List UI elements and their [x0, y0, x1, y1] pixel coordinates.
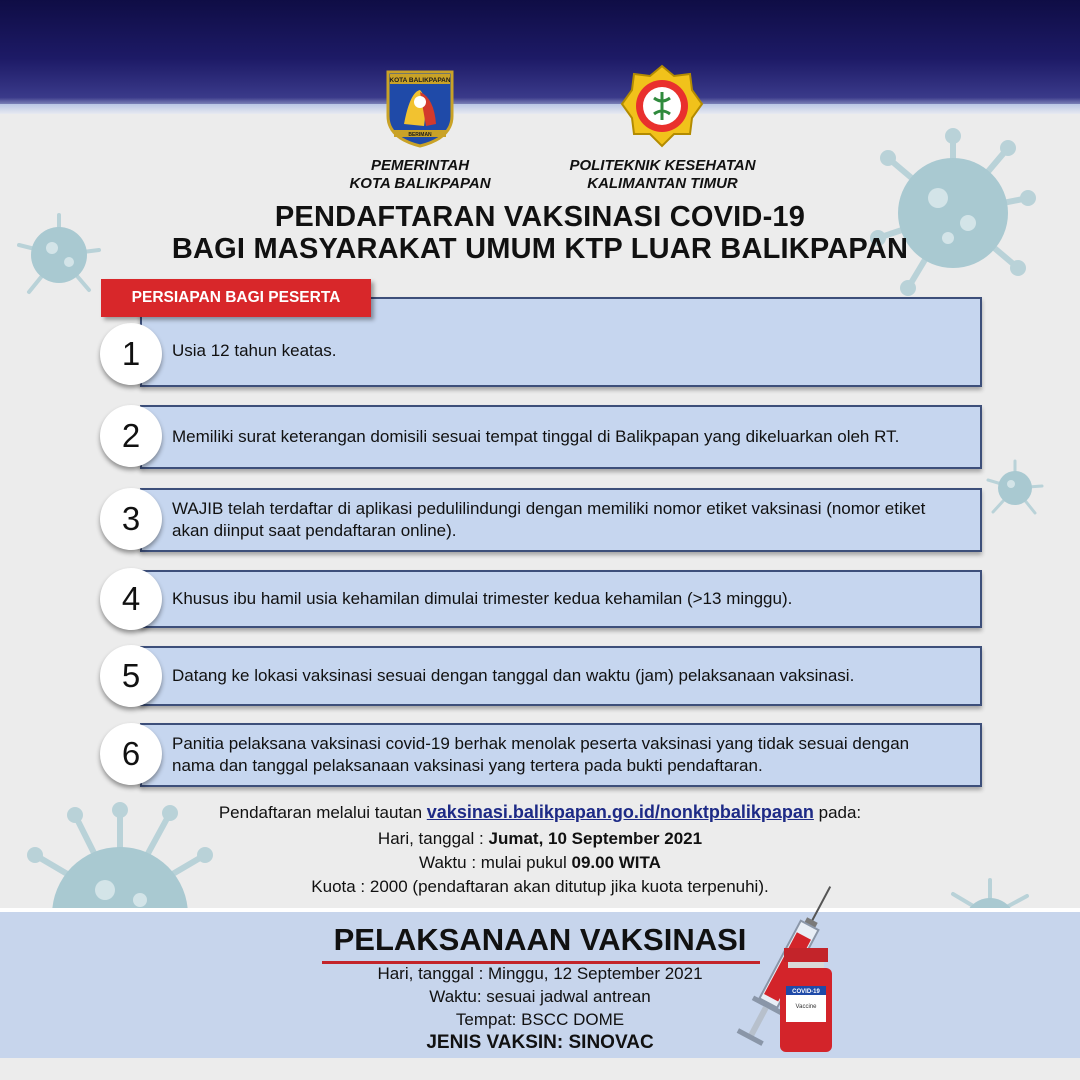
registration-date-value: Jumat, 10 September 2021 [488, 829, 703, 848]
logo-left-top-text: KOTA BALIKPAPAN [389, 77, 451, 84]
virus-icon [985, 458, 1045, 518]
org-poltekkes-line2: KALIMANTAN TIMUR [587, 175, 738, 192]
vial-label-top: COVID-19 [792, 989, 820, 995]
vial-label-bottom: Vaccine [795, 1004, 817, 1010]
section-label: PERSIAPAN BAGI PESERTA [101, 279, 371, 317]
execution-panel [0, 908, 1080, 1062]
registration-link-line [100, 800, 980, 825]
list-item-text: Datang ke lokasi vaksinasi sesuai dengan tanggal dan waktu (jam) pelaksanaan vaksinasi. [172, 666, 855, 685]
list-item [140, 488, 982, 552]
org-pemkot-line1: PEMERINTAH [370, 157, 470, 174]
org-pemkot [320, 157, 520, 193]
list-item-number: 5 [100, 645, 162, 707]
registration-intro: Pendaftaran melalui tautan [218, 803, 423, 822]
list-item-text: Usia 12 tahun keatas. [172, 340, 337, 360]
list-item-number: 2 [100, 405, 162, 467]
registration-quota: Kuota : 2000 (pendaftaran akan ditutup jika kuota terpenuhi). [311, 877, 769, 896]
org-poltekkes [540, 157, 785, 193]
page-title-line1: PENDAFTARAN VAKSINASI COVID-19 [274, 201, 806, 233]
execution-date: Hari, tanggal : Minggu, 12 September 2021 [377, 964, 703, 983]
execution-title: PELAKSANAAN VAKSINASI [333, 922, 747, 957]
list-item [140, 405, 982, 469]
registration-link[interactable]: vaksinasi.balikpapan.go.id/nonktpbalikpapan [426, 802, 814, 822]
execution-place: Tempat: BSCC DOME [455, 1010, 625, 1029]
syringe-vial-icon [728, 886, 840, 1058]
execution-time: Waktu: sesuai jadwal antrean [429, 987, 651, 1006]
list-item-number: 4 [100, 568, 162, 630]
list-item [140, 570, 982, 628]
registration-after-link: pada: [818, 803, 862, 822]
kota-balikpapan-logo [384, 68, 456, 148]
poltekkes-kaltim-logo [620, 64, 704, 148]
registration-time-value: 09.00 WITA [571, 853, 661, 872]
top-banner-edge [0, 104, 1080, 114]
list-item [140, 723, 982, 787]
registration-time [100, 851, 980, 875]
registration-time-label: Waktu : mulai pukul [419, 853, 567, 872]
execution-vaccine: JENIS VAKSIN: SINOVAC [426, 1032, 654, 1053]
bottom-footer [0, 1058, 1080, 1080]
org-poltekkes-line1: POLITEKNIK KESEHATAN [569, 157, 756, 174]
list-item [140, 646, 982, 706]
logo-left-bottom-text: BERIMAN [408, 132, 432, 138]
list-item-number: 1 [100, 323, 162, 385]
list-item-text: WAJIB telah terdaftar di aplikasi pedulilindungi dengan memiliki nomor etiket vaksinasi (nomor etiket akan diinput saat pendaftaran online). [172, 499, 926, 540]
page-title-line2: BAGI MASYARAKAT UMUM KTP LUAR BALIKPAPAN [171, 233, 909, 265]
list-item-text: Memiliki surat keterangan domisili sesuai tempat tinggal di Balikpapan yang dikeluarkan oleh RT. [172, 427, 900, 446]
list-item-number: 6 [100, 723, 162, 785]
list-item-text: Khusus ibu hamil usia kehamilan dimulai trimester kedua kehamilan (>13 minggu). [172, 589, 793, 608]
org-pemkot-line2: KOTA BALIKPAPAN [349, 175, 491, 192]
list-item-text: Panitia pelaksana vaksinasi covid-19 berhak menolak peserta vaksinasi yang tidak sesuai dengan nama dan tanggal pelaksanaan vaksinasi yang tertera pada bukti pendaftaran. [172, 734, 910, 775]
top-banner [0, 0, 1080, 106]
registration-date [100, 827, 980, 851]
virus-icon [14, 210, 104, 300]
list-item-number: 3 [100, 488, 162, 550]
registration-date-label: Hari, tanggal : [377, 829, 484, 848]
